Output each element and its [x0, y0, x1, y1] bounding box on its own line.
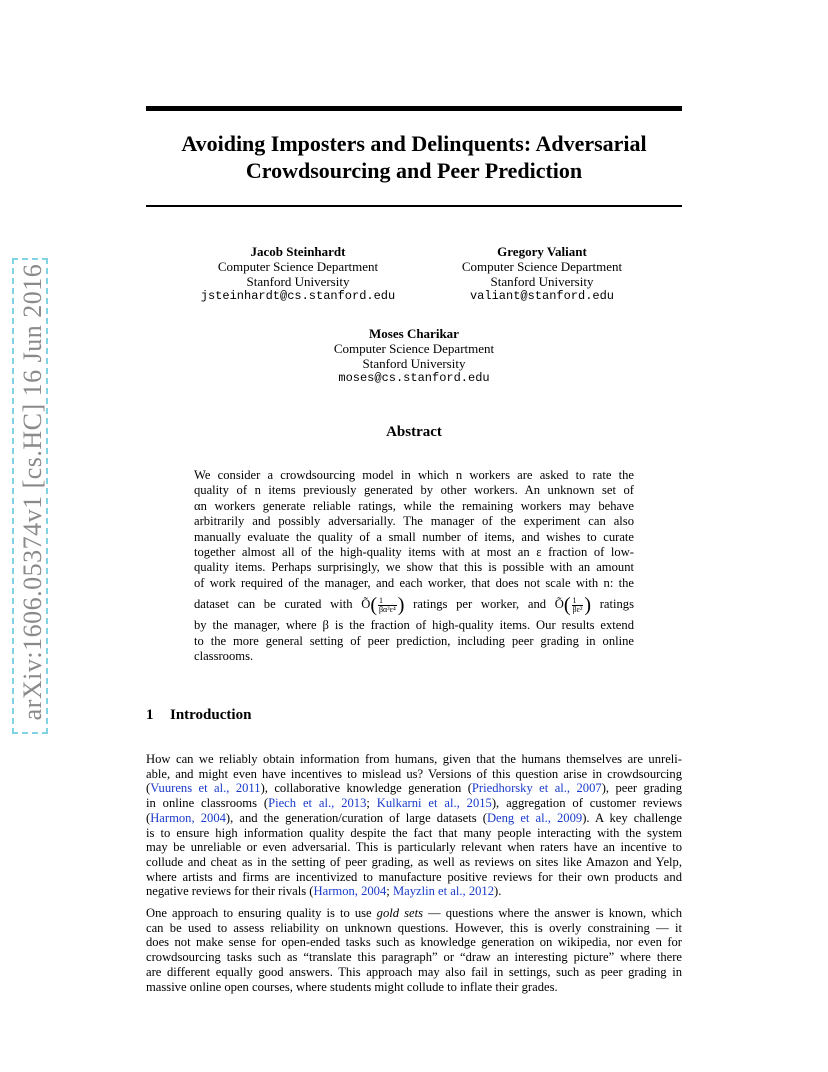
abstract-line: manually evaluate the quality of a small number of items, and wishes to curate [194, 529, 634, 544]
author-block [440, 244, 644, 304]
paper-title [146, 130, 682, 184]
left-paren-icon: ( [370, 594, 377, 617]
paragraph-line [146, 767, 682, 782]
right-paren-icon: ) [397, 594, 405, 617]
math-suffix: ratings [599, 597, 634, 612]
text-run: How can we reliably obtain information from humans, given that the humans themselves are unreli- [146, 752, 682, 766]
title-line-1: Avoiding Imposters and Delinquents: Adversarial [181, 131, 647, 156]
paragraph-line [146, 965, 682, 980]
paragraph-line [146, 796, 682, 811]
text-run: may be unreliable or even adversarial. This is particularly relevant when raters have an incentive to [146, 840, 682, 855]
author-name: Gregory Valiant [497, 244, 587, 259]
abstract-line: by the manager, where β is the fraction of high-quality items. Our results extend [194, 618, 634, 633]
author-block [196, 244, 400, 304]
fraction-denominator: βε² [572, 604, 583, 614]
author-univ: Stanford University [490, 274, 594, 289]
citation-link[interactable]: Harmon, 2004 [150, 810, 226, 825]
section-title: Introduction [170, 707, 252, 723]
author-name: Jacob Steinhardt [250, 244, 346, 259]
left-paren-icon: ( [563, 594, 571, 617]
section-heading [146, 707, 251, 724]
text-run: — questions where the answer is known, which [423, 906, 682, 920]
emphasis-text: gold sets [376, 906, 423, 920]
citation-link[interactable]: Deng et al., 2009 [486, 810, 583, 825]
citation-link[interactable]: Kulkarni et al., 2015 [376, 796, 492, 811]
abstract-line: arbitrarily and possibly adversarially. The manager of the experiment can also [194, 514, 634, 529]
text-run: ; [386, 884, 393, 899]
text-run: ), aggregation of customer reviews [491, 796, 682, 811]
author-name: Moses Charikar [369, 326, 459, 341]
text-run: ), peer grading [601, 781, 682, 796]
text-run: able, and might even have incentives to mislead us? Versions of this question arise in crowdsourcing [146, 766, 682, 781]
fraction-numerator: 1 [378, 597, 397, 606]
author-email[interactable]: jsteinhardt@cs.stanford.edu [200, 289, 396, 303]
author-email[interactable]: moses@cs.stanford.edu [338, 371, 490, 385]
author-univ: Stanford University [362, 356, 466, 371]
paragraph-line [146, 980, 682, 995]
abstract-line: quality of n items previously generated by other workers. An unknown set of [194, 483, 634, 498]
text-run: collude and cheat as in the setting of peer grading, as well as reviews on sites like Amazon and Yelp, [146, 854, 682, 869]
intro-paragraph-2 [146, 906, 682, 994]
text-run: ; [366, 796, 377, 811]
text-run: ). [494, 884, 502, 899]
fraction-worker [378, 597, 397, 614]
math-middle: ratings per worker, and [413, 597, 547, 612]
citation-link[interactable]: Priedhorsky et al., 2007 [471, 781, 602, 796]
text-run: are different equally good answers. This approach may also fail in settings, such as peer grading in [146, 964, 682, 979]
text-run: negative reviews for their rivals ( [146, 884, 314, 899]
abstract-line: classrooms. [194, 649, 254, 664]
author-dept: Computer Science Department [461, 259, 623, 274]
abstract-heading: Abstract [386, 424, 442, 440]
text-run: massive online open courses, where students might collude to inflate their grades. [146, 979, 558, 994]
text-run: ), collaborative knowledge generation ( [260, 781, 472, 796]
paragraph-line [146, 781, 682, 796]
math-prefix: dataset can be curated with [194, 597, 353, 612]
author-univ: Stanford University [246, 274, 350, 289]
text-run: ), and the generation/curation of large datasets ( [225, 810, 487, 825]
paragraph-line [146, 950, 682, 965]
paragraph-line [146, 855, 682, 870]
citation-link[interactable]: Mayzlin et al., 2012 [392, 884, 495, 899]
author-dept: Computer Science Department [333, 341, 495, 356]
title-rule-bottom [146, 205, 682, 207]
right-paren-icon: ) [584, 594, 592, 617]
author-block [312, 326, 516, 386]
intro-paragraph-1 [146, 752, 682, 899]
abstract-line: of work required of the manager, and each worker, that does not scale with n: the [194, 575, 634, 590]
abstract-line: We consider a crowdsourcing model in which n workers are asked to rate the [194, 468, 634, 482]
abstract-math-line [194, 591, 634, 618]
section-number: 1 [146, 707, 154, 723]
abstract-line: quality items. Perhaps surprisingly, we show that this is possible with an amount [194, 560, 634, 575]
text-run: does not make sense for open-ended tasks such as knowledge generation on wikipedia, nor even for [146, 935, 682, 950]
title-line-2: Crowdsourcing and Peer Prediction [245, 158, 583, 183]
text-run: ( [146, 781, 151, 796]
author-dept: Computer Science Department [217, 259, 379, 274]
paragraph-line [146, 935, 682, 950]
citation-link[interactable]: Vuurens et al., 2011 [150, 781, 261, 796]
fraction-manager [572, 597, 584, 614]
title-rule-top [146, 106, 682, 111]
paragraph-line [146, 752, 682, 767]
text-run: in online classrooms ( [146, 796, 269, 811]
arxiv-identifier[interactable]: arXiv:1606.05374v1 [cs.HC] 16 Jun 2016 [18, 263, 47, 721]
text-run: crowdsourcing tasks such as “translate this paragraph” or “draw an interesting picture” where there [146, 950, 682, 965]
text-run: where artists and firms are incentivized to manufacture positive reviews for their own products and [146, 869, 682, 884]
paragraph-line [146, 811, 682, 826]
fraction-denominator: βα³ε⁴ [378, 604, 396, 614]
author-email[interactable]: valiant@stanford.edu [469, 289, 615, 303]
paragraph-line [146, 884, 682, 899]
paragraph-line [146, 921, 682, 936]
text-run: is to ensure high information quality despite the fact that many people interacting with the system [146, 825, 682, 840]
citation-link[interactable]: Harmon, 2004 [313, 884, 387, 899]
abstract-line: together almost all of the high-quality items with at most an ε fraction of low- [194, 545, 634, 560]
paragraph-line [146, 906, 682, 921]
citation-link[interactable]: Piech et al., 2013 [268, 796, 367, 811]
fraction-numerator: 1 [572, 597, 584, 606]
text-run: can be used to assess reliability on unknown questions. However, this is overly constraining — it [146, 920, 682, 935]
paragraph-line [146, 826, 682, 841]
paragraph-line [146, 840, 682, 855]
text-run: One approach to ensuring quality is to use [146, 906, 377, 920]
abstract-body [194, 468, 634, 665]
big-o-op: Õ [361, 597, 371, 612]
text-run: ( [146, 810, 151, 825]
text-run: ). A key challenge [582, 810, 682, 825]
abstract-line: to the more general setting of peer prediction, including peer grading in online [194, 633, 634, 648]
abstract-line: αn workers generate reliable ratings, while the remaining workers may behave [194, 498, 634, 513]
paragraph-line [146, 870, 682, 885]
big-o-op: Õ [554, 597, 564, 612]
